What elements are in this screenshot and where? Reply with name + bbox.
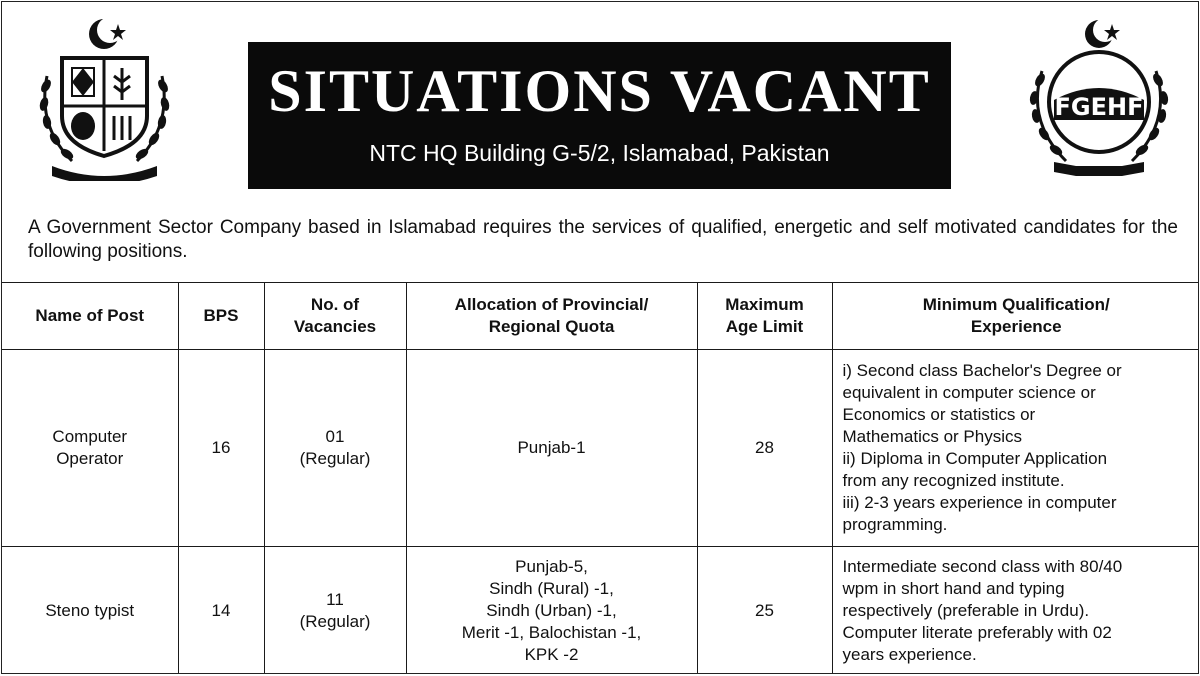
post-cell [2, 547, 178, 675]
age-cell: 28 [697, 350, 832, 547]
qualification-line: Economics or statistics or [842, 405, 1036, 424]
header-text: Age Limit [725, 317, 804, 336]
header-text: Name of Post [35, 306, 145, 325]
advertisement-page [1, 1, 1199, 674]
column-header-post [2, 283, 178, 350]
quota-line: Punjab-1 [517, 438, 586, 457]
header-text: Vacancies [293, 317, 377, 336]
header-text: Regional Quota [488, 317, 615, 336]
age-cell: 25 [697, 547, 832, 675]
header-text: Maximum [725, 295, 804, 314]
qualification-line: Intermediate second class with 80/40 [842, 557, 1123, 576]
table-row [2, 350, 1199, 547]
header [2, 2, 1198, 202]
pakistan-emblem-icon [22, 16, 187, 181]
bps-cell: 16 [178, 350, 264, 547]
header-text: Minimum Qualification/ [922, 295, 1110, 314]
quota-line: Sindh (Rural) -1, [489, 579, 614, 598]
post-name: Steno typist [45, 601, 135, 620]
column-header-quota [406, 283, 697, 350]
fgehf-logo-text: FGEHF [1054, 93, 1144, 121]
qualification-line: i) Second class Bachelor's Degree or [842, 361, 1122, 380]
quota-line: Merit -1, Balochistan -1, [461, 623, 642, 642]
quota-line: KPK -2 [524, 645, 579, 664]
page-title: SITUATIONS VACANT [268, 58, 931, 124]
intro-paragraph: A Government Sector Company based in Islamabad requires the services of qualified, energetic and self motivated candidates for the following positions. [28, 217, 1178, 262]
qualification-line: from any recognized institute. [842, 471, 1065, 490]
column-header-qualification [832, 283, 1199, 350]
column-header-bps [178, 283, 264, 350]
column-header-age [697, 283, 832, 350]
vacancy-count: 01 [325, 427, 345, 446]
qualification-line: iii) 2-3 years experience in computer [842, 493, 1117, 512]
table-row [2, 547, 1199, 675]
quota-cell [406, 547, 697, 675]
address-line: NTC HQ Building G-5/2, Islamabad, Pakistan [369, 140, 830, 166]
qualification-line: ii) Diploma in Computer Application [842, 449, 1108, 468]
header-text: BPS [203, 306, 239, 325]
vacancy-type: (Regular) [299, 449, 371, 468]
title-banner [248, 42, 951, 189]
qualification-line: years experience. [842, 645, 977, 664]
qualification-cell [832, 350, 1199, 547]
qualification-line: Computer literate preferably with 02 [842, 623, 1112, 642]
quota-line: Sindh (Urban) -1, [486, 601, 617, 620]
vacancies-table [2, 282, 1199, 674]
qualification-line: equivalent in computer science or [842, 383, 1096, 402]
fgehf-logo-icon [1014, 16, 1184, 181]
quota-line: Punjab-5, [515, 557, 588, 576]
column-header-vacancies [264, 283, 406, 350]
header-text: Experience [970, 317, 1062, 336]
header-text: No. of [310, 295, 360, 314]
table-header-row [2, 283, 1199, 350]
vacancies-cell [264, 547, 406, 675]
qualification-line: wpm in short hand and typing [842, 579, 1065, 598]
qualification-line: Mathematics or Physics [842, 427, 1022, 446]
post-name: Operator [56, 449, 124, 468]
quota-cell [406, 350, 697, 547]
qualification-cell [832, 547, 1199, 675]
qualification-line: programming. [842, 515, 948, 534]
vacancies-cell [264, 350, 406, 547]
post-cell [2, 350, 178, 547]
header-text: Allocation of Provincial/ [454, 295, 649, 314]
qualification-line: respectively (preferable in Urdu). [842, 601, 1090, 620]
bps-cell: 14 [178, 547, 264, 675]
post-name: Computer [52, 427, 128, 446]
vacancy-type: (Regular) [299, 612, 371, 631]
vacancy-count: 11 [326, 590, 344, 609]
